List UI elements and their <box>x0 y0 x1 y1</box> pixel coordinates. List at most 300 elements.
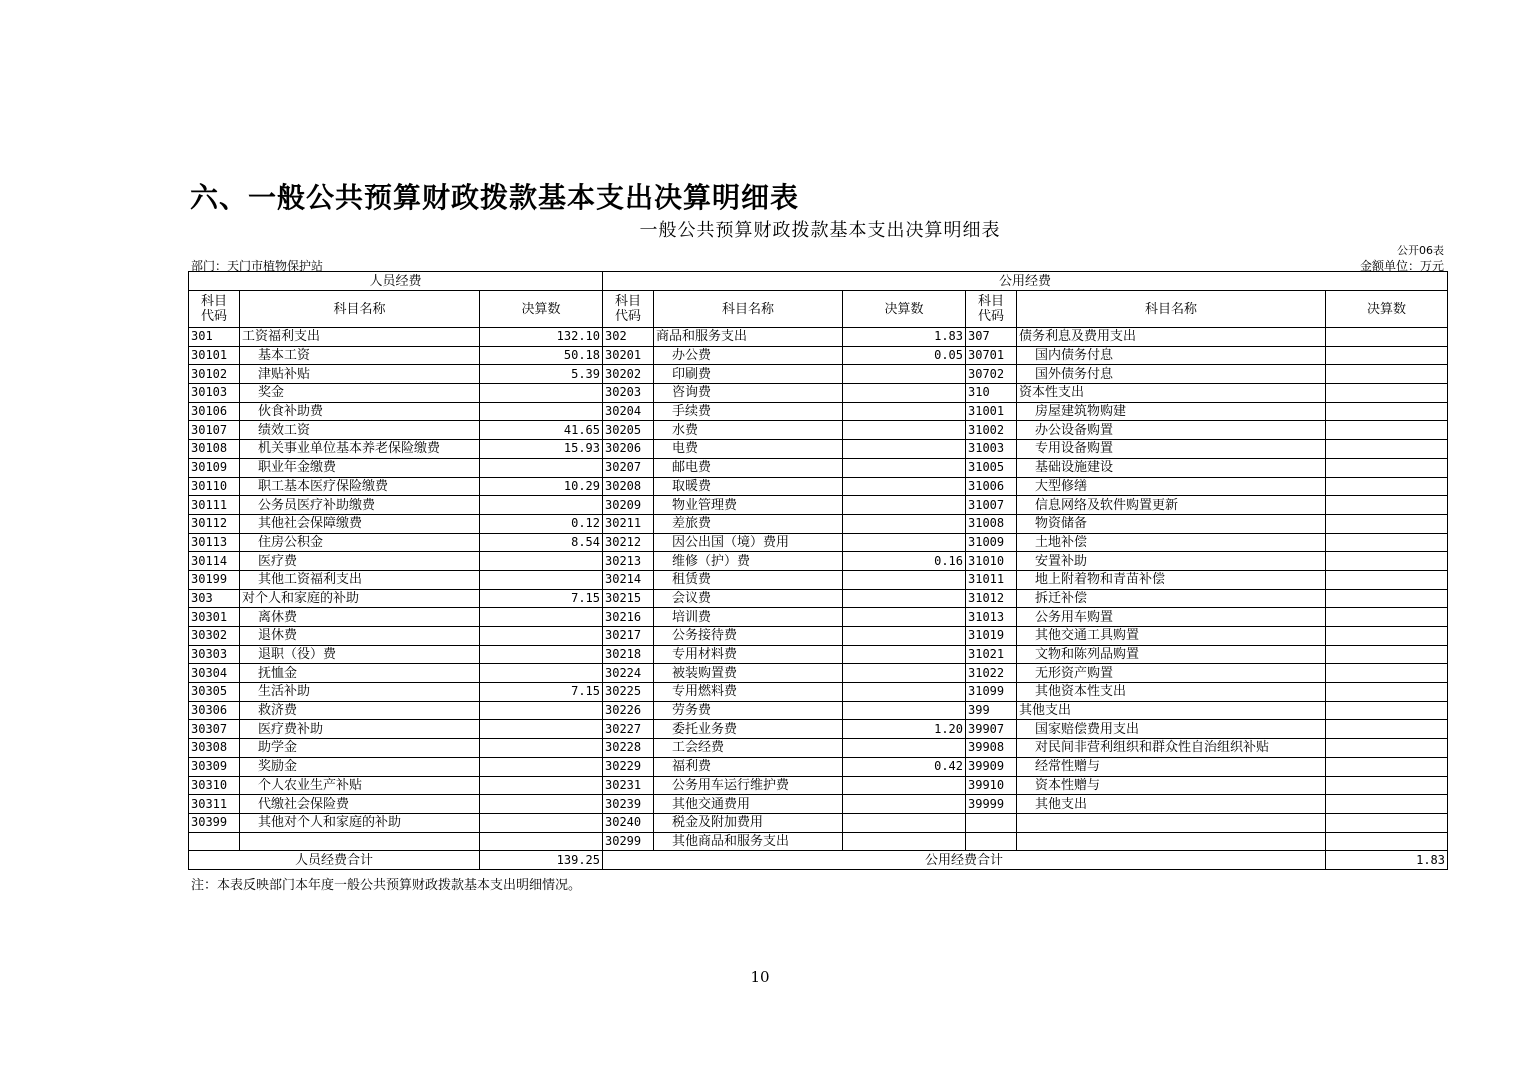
item-name <box>240 832 480 851</box>
item-amount <box>1326 627 1448 646</box>
header-code: 科目 代码 <box>189 291 240 328</box>
item-name: 工资福利支出 <box>240 328 480 347</box>
item-amount: 132.10 <box>480 328 603 347</box>
item-name: 工会经费 <box>654 739 843 758</box>
item-code: 39999 <box>966 795 1017 814</box>
item-amount: 15.93 <box>480 440 603 459</box>
item-amount: 1.83 <box>843 328 966 347</box>
item-code: 399 <box>966 701 1017 720</box>
item-amount <box>480 757 603 776</box>
item-name: 信息网络及软件购置更新 <box>1017 496 1326 515</box>
item-name: 对民间非营利组织和群众性自治组织补贴 <box>1017 739 1326 758</box>
item-code: 30211 <box>603 514 654 533</box>
item-amount: 0.12 <box>480 514 603 533</box>
unit-label: 金额单位：万元 <box>1359 259 1444 273</box>
item-code: 30225 <box>603 683 654 702</box>
item-code: 30309 <box>189 757 240 776</box>
item-name: 基础设施建设 <box>1017 458 1326 477</box>
table-row <box>189 458 1448 477</box>
item-amount <box>480 627 603 646</box>
item-name: 专用设备购置 <box>1017 440 1326 459</box>
item-amount <box>843 570 966 589</box>
item-name: 商品和服务支出 <box>654 328 843 347</box>
item-name: 文物和陈列品购置 <box>1017 645 1326 664</box>
item-name: 安置补助 <box>1017 552 1326 571</box>
item-name: 维修（护）费 <box>654 552 843 571</box>
item-code: 30239 <box>603 795 654 814</box>
table-row <box>189 533 1448 552</box>
item-code: 30102 <box>189 365 240 384</box>
item-code: 307 <box>966 328 1017 347</box>
table-note: 注：本表反映部门本年度一般公共预算财政拨款基本支出明细情况。 <box>191 878 582 893</box>
item-name: 其他交通费用 <box>654 795 843 814</box>
item-name: 经常性赠与 <box>1017 757 1326 776</box>
table-row <box>189 514 1448 533</box>
item-name: 国家赔偿费用支出 <box>1017 720 1326 739</box>
item-name: 租赁费 <box>654 570 843 589</box>
item-name: 国内债务付息 <box>1017 346 1326 365</box>
item-code: 31006 <box>966 477 1017 496</box>
item-name: 津贴补贴 <box>240 365 480 384</box>
item-code: 30301 <box>189 608 240 627</box>
item-code: 31001 <box>966 402 1017 421</box>
item-amount <box>843 458 966 477</box>
item-name: 资本性赠与 <box>1017 776 1326 795</box>
table-row <box>189 645 1448 664</box>
item-amount: 7.15 <box>480 589 603 608</box>
table-row <box>189 832 1448 851</box>
item-code: 30310 <box>189 776 240 795</box>
item-code: 31021 <box>966 645 1017 664</box>
item-code: 30209 <box>603 496 654 515</box>
item-code: 30199 <box>189 570 240 589</box>
header-amount: 决算数 <box>843 291 966 328</box>
item-name: 个人农业生产补贴 <box>240 776 480 795</box>
item-code: 31010 <box>966 552 1017 571</box>
item-code: 30701 <box>966 346 1017 365</box>
item-amount <box>480 570 603 589</box>
item-amount <box>843 384 966 403</box>
header-name: 科目名称 <box>654 291 843 328</box>
item-name: 职工基本医疗保险缴费 <box>240 477 480 496</box>
item-amount <box>1326 402 1448 421</box>
table-row <box>189 664 1448 683</box>
item-code: 30227 <box>603 720 654 739</box>
item-amount: 50.18 <box>480 346 603 365</box>
table-row <box>189 589 1448 608</box>
item-name: 其他资本性支出 <box>1017 683 1326 702</box>
item-amount <box>480 776 603 795</box>
table-row <box>189 608 1448 627</box>
item-amount <box>1326 720 1448 739</box>
item-code: 31011 <box>966 570 1017 589</box>
item-code: 31008 <box>966 514 1017 533</box>
table-row <box>189 720 1448 739</box>
item-name: 退职（役）费 <box>240 645 480 664</box>
item-name: 土地补偿 <box>1017 533 1326 552</box>
item-amount: 0.42 <box>843 757 966 776</box>
item-name <box>1017 813 1326 832</box>
item-code: 30203 <box>603 384 654 403</box>
item-amount <box>480 496 603 515</box>
table-row <box>189 328 1448 347</box>
item-name: 办公费 <box>654 346 843 365</box>
item-amount <box>1326 514 1448 533</box>
item-name: 其他交通工具购置 <box>1017 627 1326 646</box>
header-code: 科目 代码 <box>603 291 654 328</box>
table-row <box>189 739 1448 758</box>
item-amount <box>1326 384 1448 403</box>
item-amount <box>480 813 603 832</box>
item-code: 30207 <box>603 458 654 477</box>
item-amount <box>843 440 966 459</box>
item-code: 30307 <box>189 720 240 739</box>
budget-table <box>188 271 1448 870</box>
item-code: 30113 <box>189 533 240 552</box>
item-name: 无形资产购置 <box>1017 664 1326 683</box>
table-row <box>189 365 1448 384</box>
item-name: 其他支出 <box>1017 701 1326 720</box>
item-code: 30305 <box>189 683 240 702</box>
item-name: 生活补助 <box>240 683 480 702</box>
item-code: 30202 <box>603 365 654 384</box>
item-code: 31012 <box>966 589 1017 608</box>
item-code: 30112 <box>189 514 240 533</box>
item-amount: 8.54 <box>480 533 603 552</box>
item-name: 办公设备购置 <box>1017 421 1326 440</box>
item-code: 30114 <box>189 552 240 571</box>
item-code: 301 <box>189 328 240 347</box>
item-code: 30103 <box>189 384 240 403</box>
header-name: 科目名称 <box>240 291 480 328</box>
item-code: 31019 <box>966 627 1017 646</box>
item-code: 30311 <box>189 795 240 814</box>
item-amount <box>843 589 966 608</box>
item-name: 离休费 <box>240 608 480 627</box>
item-amount <box>843 739 966 758</box>
item-amount <box>1326 776 1448 795</box>
item-amount <box>1326 701 1448 720</box>
header-name: 科目名称 <box>1017 291 1326 328</box>
item-amount <box>1326 739 1448 758</box>
item-amount: 7.15 <box>480 683 603 702</box>
item-amount <box>1326 440 1448 459</box>
item-code: 30303 <box>189 645 240 664</box>
item-amount <box>843 776 966 795</box>
item-name: 救济费 <box>240 701 480 720</box>
item-code: 30226 <box>603 701 654 720</box>
item-name: 因公出国（境）费用 <box>654 533 843 552</box>
item-amount: 10.29 <box>480 477 603 496</box>
item-name: 公务员医疗补助缴费 <box>240 496 480 515</box>
item-name: 被装购置费 <box>654 664 843 683</box>
item-name: 助学金 <box>240 739 480 758</box>
group-header-personnel: 人员经费 <box>189 272 603 291</box>
item-code <box>966 813 1017 832</box>
item-name: 劳务费 <box>654 701 843 720</box>
item-name: 其他工资福利支出 <box>240 570 480 589</box>
item-amount <box>1326 570 1448 589</box>
personnel-total-amount: 139.25 <box>480 851 603 870</box>
table-row <box>189 795 1448 814</box>
item-amount <box>843 832 966 851</box>
item-code: 31003 <box>966 440 1017 459</box>
item-amount <box>480 832 603 851</box>
item-amount <box>480 664 603 683</box>
item-code: 30306 <box>189 701 240 720</box>
item-amount <box>480 608 603 627</box>
item-name: 机关事业单位基本养老保险缴费 <box>240 440 480 459</box>
item-amount <box>843 645 966 664</box>
table-row <box>189 813 1448 832</box>
item-name: 地上附着物和青苗补偿 <box>1017 570 1326 589</box>
item-amount <box>480 720 603 739</box>
item-code: 31022 <box>966 664 1017 683</box>
item-code: 30224 <box>603 664 654 683</box>
item-amount <box>1326 813 1448 832</box>
item-name: 印刷费 <box>654 365 843 384</box>
item-code: 39908 <box>966 739 1017 758</box>
item-code: 30399 <box>189 813 240 832</box>
item-name: 基本工资 <box>240 346 480 365</box>
item-code: 30240 <box>603 813 654 832</box>
item-amount <box>843 664 966 683</box>
table-row <box>189 346 1448 365</box>
item-code: 30111 <box>189 496 240 515</box>
item-code: 39910 <box>966 776 1017 795</box>
item-name: 公务用车运行维护费 <box>654 776 843 795</box>
item-name: 公务接待费 <box>654 627 843 646</box>
item-name: 奖励金 <box>240 757 480 776</box>
item-amount <box>1326 664 1448 683</box>
table-row <box>189 384 1448 403</box>
table-row <box>189 683 1448 702</box>
item-amount <box>843 365 966 384</box>
item-name: 差旅费 <box>654 514 843 533</box>
item-code: 30110 <box>189 477 240 496</box>
item-name: 会议费 <box>654 589 843 608</box>
item-amount <box>1326 552 1448 571</box>
item-amount <box>1326 477 1448 496</box>
item-amount <box>1326 795 1448 814</box>
item-amount <box>843 533 966 552</box>
table-code: 公开06表 <box>1397 244 1444 257</box>
item-amount: 0.05 <box>843 346 966 365</box>
item-amount <box>480 384 603 403</box>
item-amount <box>1326 832 1448 851</box>
item-name <box>1017 832 1326 851</box>
item-code: 31013 <box>966 608 1017 627</box>
item-code: 30702 <box>966 365 1017 384</box>
item-code: 30229 <box>603 757 654 776</box>
item-code: 30208 <box>603 477 654 496</box>
header-amount: 决算数 <box>480 291 603 328</box>
item-code: 39907 <box>966 720 1017 739</box>
item-code: 30108 <box>189 440 240 459</box>
item-name: 取暖费 <box>654 477 843 496</box>
item-amount: 5.39 <box>480 365 603 384</box>
item-name: 其他对个人和家庭的补助 <box>240 813 480 832</box>
item-amount <box>843 795 966 814</box>
item-code: 30201 <box>603 346 654 365</box>
item-name: 电费 <box>654 440 843 459</box>
item-code: 30304 <box>189 664 240 683</box>
department-label: 部门：天门市植物保护站 <box>191 259 324 273</box>
item-code: 30299 <box>603 832 654 851</box>
item-amount <box>843 683 966 702</box>
item-amount <box>480 701 603 720</box>
item-amount <box>843 421 966 440</box>
item-code: 30101 <box>189 346 240 365</box>
item-amount <box>480 795 603 814</box>
item-amount: 41.65 <box>480 421 603 440</box>
item-name: 手续费 <box>654 402 843 421</box>
header-code: 科目 代码 <box>966 291 1017 328</box>
item-name: 其他社会保障缴费 <box>240 514 480 533</box>
item-code: 30302 <box>189 627 240 646</box>
page-title: 六、一般公共预算财政拨款基本支出决算明细表 <box>190 181 800 214</box>
table-row <box>189 757 1448 776</box>
table-row <box>189 627 1448 646</box>
public-total-label: 公用经费合计 <box>603 851 1326 870</box>
item-amount <box>1326 757 1448 776</box>
item-name: 委托业务费 <box>654 720 843 739</box>
item-code: 30218 <box>603 645 654 664</box>
item-amount <box>843 627 966 646</box>
item-amount <box>480 739 603 758</box>
table-row <box>189 552 1448 571</box>
item-name: 咨询费 <box>654 384 843 403</box>
table-row <box>189 776 1448 795</box>
item-name: 住房公积金 <box>240 533 480 552</box>
totals-row <box>189 851 1448 870</box>
table-subtitle: 一般公共预算财政拨款基本支出决算明细表 <box>639 220 1001 241</box>
item-name: 专用材料费 <box>654 645 843 664</box>
group-header-public: 公用经费 <box>603 272 1448 291</box>
item-name: 代缴社会保险费 <box>240 795 480 814</box>
item-code: 310 <box>966 384 1017 403</box>
item-name: 福利费 <box>654 757 843 776</box>
item-name: 退休费 <box>240 627 480 646</box>
item-amount <box>1326 421 1448 440</box>
header-amount: 决算数 <box>1326 291 1448 328</box>
item-code: 30308 <box>189 739 240 758</box>
item-code: 31002 <box>966 421 1017 440</box>
personnel-total-label: 人员经费合计 <box>189 851 480 870</box>
item-code: 30109 <box>189 458 240 477</box>
item-amount <box>843 514 966 533</box>
item-amount <box>1326 365 1448 384</box>
item-name: 物业管理费 <box>654 496 843 515</box>
item-amount <box>480 402 603 421</box>
item-amount <box>1326 589 1448 608</box>
item-amount <box>1326 328 1448 347</box>
table-row <box>189 701 1448 720</box>
table-row <box>189 477 1448 496</box>
item-name: 医疗费补助 <box>240 720 480 739</box>
item-amount <box>843 477 966 496</box>
item-amount <box>1326 683 1448 702</box>
item-amount <box>843 608 966 627</box>
item-code: 302 <box>603 328 654 347</box>
item-code: 31005 <box>966 458 1017 477</box>
item-amount: 1.20 <box>843 720 966 739</box>
item-amount: 0.16 <box>843 552 966 571</box>
item-name: 资本性支出 <box>1017 384 1326 403</box>
item-code: 30216 <box>603 608 654 627</box>
table-row <box>189 440 1448 459</box>
item-name: 抚恤金 <box>240 664 480 683</box>
item-code: 30212 <box>603 533 654 552</box>
item-name: 奖金 <box>240 384 480 403</box>
item-code: 30107 <box>189 421 240 440</box>
table-row <box>189 496 1448 515</box>
table-row <box>189 570 1448 589</box>
item-name: 其他商品和服务支出 <box>654 832 843 851</box>
item-amount <box>480 458 603 477</box>
item-amount <box>843 813 966 832</box>
item-code: 30231 <box>603 776 654 795</box>
item-amount <box>843 701 966 720</box>
table-row <box>189 421 1448 440</box>
item-name: 其他支出 <box>1017 795 1326 814</box>
item-name: 公务用车购置 <box>1017 608 1326 627</box>
item-name: 专用燃料费 <box>654 683 843 702</box>
item-code: 30206 <box>603 440 654 459</box>
item-code <box>966 832 1017 851</box>
item-name: 拆迁补偿 <box>1017 589 1326 608</box>
item-amount <box>1326 496 1448 515</box>
item-name: 培训费 <box>654 608 843 627</box>
item-name: 对个人和家庭的补助 <box>240 589 480 608</box>
item-code: 30106 <box>189 402 240 421</box>
item-code: 39909 <box>966 757 1017 776</box>
item-amount <box>1326 346 1448 365</box>
item-code: 303 <box>189 589 240 608</box>
item-code: 31099 <box>966 683 1017 702</box>
item-amount <box>480 552 603 571</box>
table-row <box>189 402 1448 421</box>
item-code: 31007 <box>966 496 1017 515</box>
item-name: 税金及附加费用 <box>654 813 843 832</box>
item-code: 30204 <box>603 402 654 421</box>
item-amount <box>1326 645 1448 664</box>
item-name: 绩效工资 <box>240 421 480 440</box>
item-name: 职业年金缴费 <box>240 458 480 477</box>
item-name: 水费 <box>654 421 843 440</box>
item-amount <box>1326 458 1448 477</box>
item-code: 30217 <box>603 627 654 646</box>
item-amount <box>1326 533 1448 552</box>
item-amount <box>843 496 966 515</box>
item-name: 邮电费 <box>654 458 843 477</box>
item-amount <box>1326 608 1448 627</box>
item-name: 房屋建筑物购建 <box>1017 402 1326 421</box>
item-name: 物资储备 <box>1017 514 1326 533</box>
item-name: 伙食补助费 <box>240 402 480 421</box>
item-code: 30228 <box>603 739 654 758</box>
item-name: 债务利息及费用支出 <box>1017 328 1326 347</box>
item-code: 30215 <box>603 589 654 608</box>
item-code: 30205 <box>603 421 654 440</box>
item-name: 大型修缮 <box>1017 477 1326 496</box>
item-code: 31009 <box>966 533 1017 552</box>
item-code: 30213 <box>603 552 654 571</box>
public-total-amount: 1.83 <box>1326 851 1448 870</box>
item-name: 国外债务付息 <box>1017 365 1326 384</box>
item-code <box>189 832 240 851</box>
item-amount <box>843 402 966 421</box>
